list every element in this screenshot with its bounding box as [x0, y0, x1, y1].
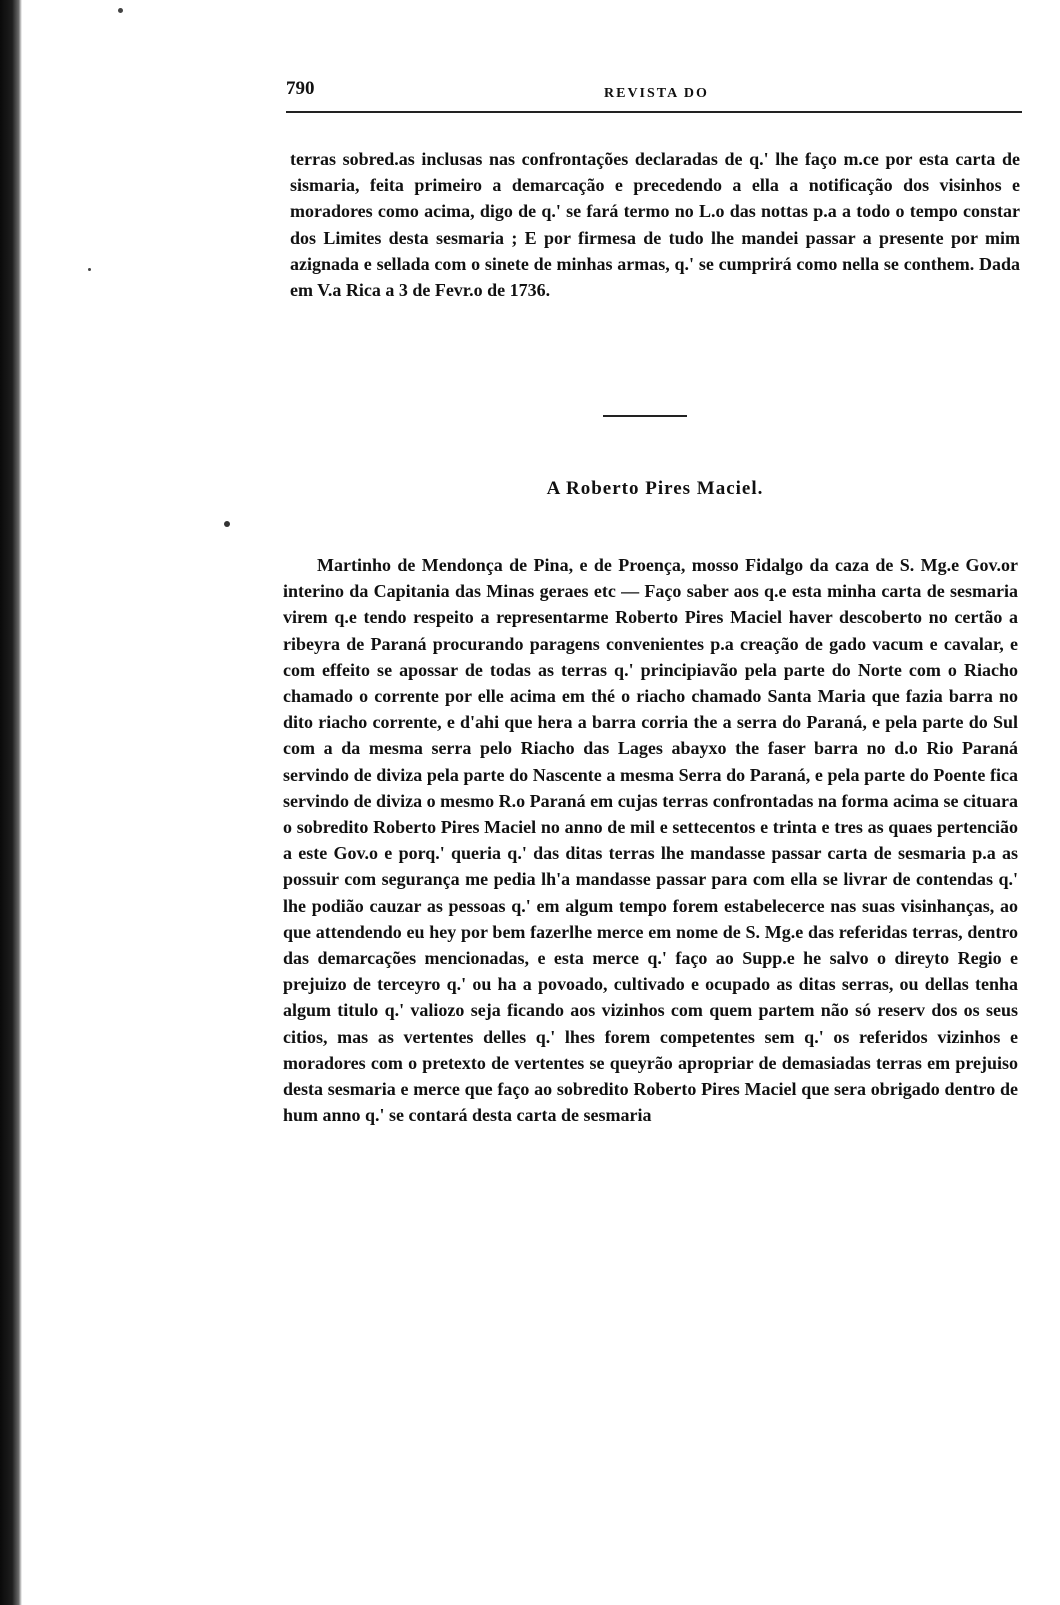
scan-left-edge	[0, 0, 22, 1605]
scan-speck	[88, 268, 91, 271]
page-header	[286, 78, 1022, 108]
header-rule	[286, 111, 1022, 113]
scan-speck	[118, 8, 123, 13]
scan-speck	[224, 521, 230, 527]
page-number: 790	[286, 78, 315, 99]
section-title: A Roberto Pires Maciel.	[546, 478, 764, 499]
paragraph-body: Martinho de Mendonça de Pina, e de Proença, mosso Fidalgo da caza de S. Mg.e Gov.or interino da Capitania das Minas geraes etc — Faço saber aos q.e esta minha carta de sesmaria virem q.e tendo respeito a representarme Roberto Pires Maciel haver descoberto no certão a ribeyra de Paraná procurando paragens convenientes p.a creação de gado vacum e cavalar, e com effeito se apossar de todas as terras q.' principiavão pela parte do Norte com o Riacho chamado o corrente por elle acima em thé o riacho chamado Santa Maria que fazia barra no dito riacho corrente, e d'ahi que hera a barra corria the a serra do Paraná, e pela parte do Sul com a da mesma serra pelo Riacho das Lages abayxo the faser barra no d.o Rio Paraná servindo de diviza pela parte do Nascente a mesma Serra do Paraná, e pela parte do Poente fica servindo de diviza o mesmo R.o Paraná em cujas terras confrontadas na forma acima se cituara o sobredito Roberto Pires Maciel no anno de mil e settecentos e trinta e tres as quaes pertencião a este Gov.o e porq.' queria q.' das ditas terras lhe mandasse passar carta de sesmaria p.a as possuir com segurança me pedia lh'a mandasse passar para com ella se livrar de contendas q.' lhe podião cauzar as pessoas q.' em algum tempo forem estabelecerce nas suas visinhanças, ao que attendendo eu hey por bem fazerlhe merce em nome de S. Mg.e das referidas terras, dentro das demarcações mencionadas, e esta merce q.' faço ao Supp.e he salvo o direyto Regio e prejuizo de terceyro q.' ou ha a povoado, cultivado e ocupado as ditas serras, ou dellas tenha algum titulo q.' valiozo seja ficando aos vizinhos com quem partem não só reserv dos os seus citios, mas as vertentes delles q.' lhes forem competentes sem q.' os referidos vizinhos e moradores com o pretexto de vertentes se queyrão apropriar de demasiadas terras em prejuiso desta sesmaria e merce que faço ao sobredito Roberto Pires Maciel que sera obrigado dentro de hum anno q.' se contará desta carta de sesmaria	[283, 555, 1018, 1126]
section-divider	[603, 415, 687, 417]
paragraph-continuation: terras sobred.as inclusas nas confrontações declaradas de q.' lhe faço m.ce por esta carta de sismaria, feita primeiro a demarcação e precedendo a ella a notificação dos visinhos e moradores como acima, digo de q.' se fará termo no L.o das nottas p.a a todo o tempo constar dos Limites desta sesmaria ; E por firmesa de tudo lhe mandei passar a presente por mim azignada e sellada com o sinete de minhas armas, q.' se cumprirá como nella se conthem. Dada em V.a Rica a 3 de Fevr.o de 1736.	[290, 149, 1020, 301]
running-head: REVISTA DO	[604, 86, 709, 101]
